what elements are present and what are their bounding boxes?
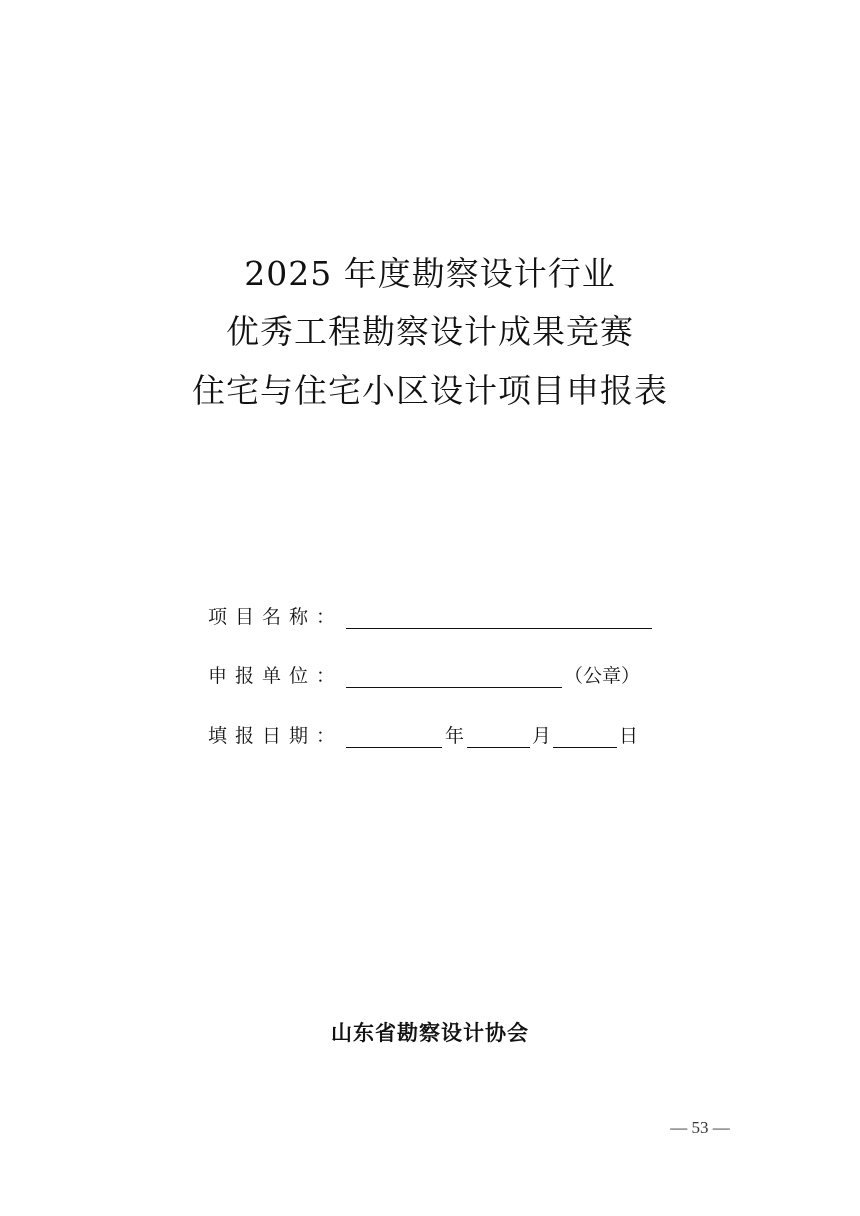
title-line-2: 优秀工程勘察设计成果竞赛 [226,312,634,351]
month-unit: 月 [532,725,552,747]
month-field[interactable] [467,747,530,748]
year-unit: 年 [445,725,465,747]
title-line-1: 2025 年度勘察设计行业 [244,254,616,293]
year-field[interactable] [346,747,442,748]
page-number: — 53 — [670,1118,730,1137]
applicant-unit-label: 申报单位： [208,665,344,687]
applicant-unit-field[interactable] [346,687,562,688]
official-seal-note: （公章） [564,665,641,687]
day-unit: 日 [619,725,639,747]
fill-date-label: 填报日期： [208,725,344,747]
title-line-3: 住宅与住宅小区设计项目申报表 [192,371,668,410]
issuing-organization: 山东省勘察设计协会 [331,1021,529,1045]
day-field[interactable] [553,747,617,748]
project-name-label: 项目名称： [208,606,344,628]
project-name-field[interactable] [346,628,652,629]
